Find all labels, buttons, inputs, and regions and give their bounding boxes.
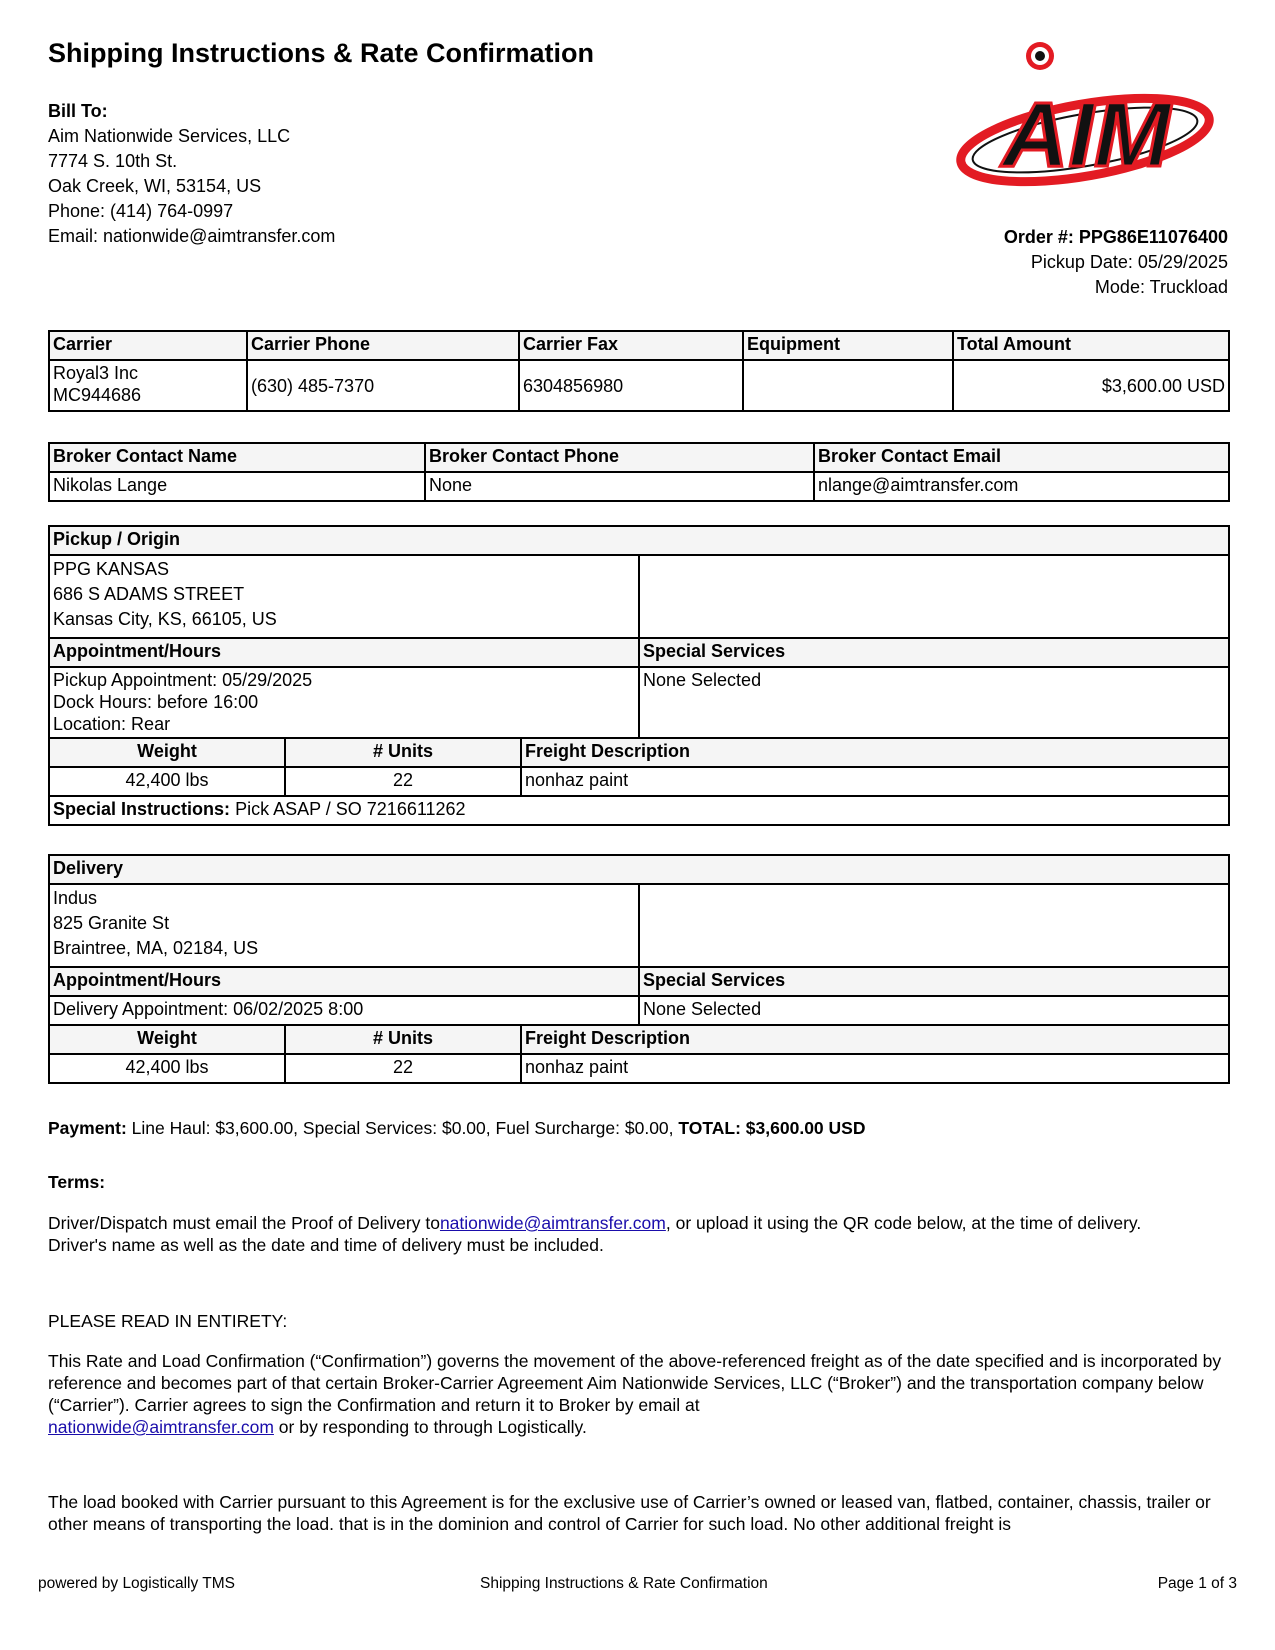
pickup-address-blank bbox=[639, 555, 1229, 638]
pickup-dock-hours: Dock Hours: before 16:00 bbox=[53, 692, 259, 712]
footer-page-number: Page 1 of 3 bbox=[1157, 1575, 1237, 1592]
bill-to-company: Aim Nationwide Services, LLC bbox=[48, 126, 291, 146]
delivery-appointment: Delivery Appointment: 06/02/2025 8:00 bbox=[49, 996, 639, 1025]
carrier-table bbox=[48, 330, 1230, 412]
carrier-fax-header: Carrier Fax bbox=[519, 331, 743, 360]
special-instructions-text: Pick ASAP / SO 7216611262 bbox=[235, 799, 466, 819]
delivery-header: Delivery bbox=[49, 855, 1229, 884]
carrier-name: Royal3 Inc bbox=[53, 363, 139, 383]
pickup-desc: nonhaz paint bbox=[521, 767, 1229, 796]
terms-paragraph-exclusive-use: The load booked with Carrier pursuant to this Agreement is for the exclusive use of Carrier’s owned or leased van, flatbed, container, chassis, trailer or other means of transporting the load. that is in the dominion and control of Carrier for such load. No other additional freight is bbox=[48, 1492, 1211, 1534]
delivery-desc: nonhaz paint bbox=[521, 1054, 1229, 1083]
special-instructions-label: Special Instructions: bbox=[53, 799, 231, 819]
order-info bbox=[1004, 225, 1228, 300]
pickup-location: Location: Rear bbox=[53, 714, 171, 734]
payment-line bbox=[48, 1117, 1228, 1139]
pickup-services: None Selected bbox=[639, 667, 1229, 738]
pickup-special-instructions bbox=[49, 796, 1229, 825]
carrier-fax: 6304856980 bbox=[519, 360, 743, 411]
delivery-street: 825 Granite St bbox=[53, 913, 170, 933]
read-entirety-heading: PLEASE READ IN ENTIRETY: bbox=[48, 1311, 288, 1331]
payment-total: TOTAL: $3,600.00 USD bbox=[678, 1118, 866, 1138]
equipment bbox=[743, 360, 953, 411]
order-number: PPG86E11076400 bbox=[1078, 227, 1228, 247]
pickup-services-header: Special Services bbox=[639, 638, 1229, 667]
pickup-table bbox=[48, 525, 1230, 826]
carrier-cell bbox=[49, 360, 247, 411]
delivery-desc-header: Freight Description bbox=[521, 1025, 1229, 1054]
delivery-appt-header: Appointment/Hours bbox=[49, 967, 639, 996]
bill-to-block bbox=[48, 99, 335, 249]
footer-left: powered by Logistically TMS bbox=[38, 1575, 235, 1592]
delivery-weight: 42,400 lbs bbox=[49, 1054, 285, 1083]
total-amount-header: Total Amount bbox=[953, 331, 1229, 360]
pickup-date: Pickup Date: 05/29/2025 bbox=[1030, 252, 1228, 272]
pickup-units-header: # Units bbox=[285, 738, 521, 767]
pickup-appt-header: Appointment/Hours bbox=[49, 638, 639, 667]
carrier-phone-header: Carrier Phone bbox=[247, 331, 519, 360]
delivery-services: None Selected bbox=[639, 996, 1229, 1025]
broker-table bbox=[48, 442, 1230, 502]
pickup-address bbox=[49, 555, 639, 638]
payment-label: Payment: bbox=[48, 1118, 127, 1138]
pickup-street: 686 S ADAMS STREET bbox=[53, 584, 245, 604]
carrier-mc: MC944686 bbox=[53, 385, 142, 405]
broker-phone-header: Broker Contact Phone bbox=[425, 443, 814, 472]
pickup-name: PPG KANSAS bbox=[53, 559, 170, 579]
terms-confirmation-text: This Rate and Load Confirmation (“Confirmation”) governs the movement of the above-referenced freight as of the date specified and is incorporated by reference and becomes part of that certain Broker-Carrier Agreement Aim Nationwide Services, LLC (“Broker”) and the transportation company below (“Carrier”). Carrier agrees to sign the Confirmation and return it to Broker by email at bbox=[48, 1351, 1222, 1415]
pickup-desc-header: Freight Description bbox=[521, 738, 1229, 767]
pickup-weight: 42,400 lbs bbox=[49, 767, 285, 796]
delivery-weight-header: Weight bbox=[49, 1025, 285, 1054]
bill-to-street: 7774 S. 10th St. bbox=[48, 151, 178, 171]
terms-label: Terms: bbox=[48, 1172, 106, 1192]
terms-confirmation-email-link[interactable]: nationwide@aimtransfer.com bbox=[48, 1417, 274, 1437]
carrier-phone: (630) 485-7370 bbox=[247, 360, 519, 411]
bill-to-label: Bill To: bbox=[48, 101, 108, 121]
payment-text: Line Haul: $3,600.00, Special Services: $0.00, Fuel Surcharge: $0.00, bbox=[131, 1118, 674, 1138]
terms-pod-text-after: , or upload it using the QR code below, at the time of delivery. bbox=[665, 1213, 1142, 1233]
total-amount: $3,600.00 USD bbox=[953, 360, 1229, 411]
delivery-city: Braintree, MA, 02184, US bbox=[53, 938, 259, 958]
broker-name-header: Broker Contact Name bbox=[49, 443, 425, 472]
pickup-header: Pickup / Origin bbox=[49, 526, 1229, 555]
bill-to-phone: Phone: (414) 764-0997 bbox=[48, 201, 234, 221]
broker-name: Nikolas Lange bbox=[49, 472, 425, 501]
bill-to-email: Email: nationwide@aimtransfer.com bbox=[48, 226, 336, 246]
pickup-city: Kansas City, KS, 66105, US bbox=[53, 609, 277, 629]
pickup-units: 22 bbox=[285, 767, 521, 796]
terms-pod-email-link[interactable]: nationwide@aimtransfer.com bbox=[439, 1213, 666, 1233]
page-title: Shipping Instructions & Rate Confirmation bbox=[48, 38, 594, 68]
delivery-address-blank bbox=[639, 884, 1229, 967]
delivery-name: Indus bbox=[53, 888, 98, 908]
terms-pod-line2: Driver's name as well as the date and time of delivery must be included. bbox=[48, 1235, 604, 1255]
carrier-header: Carrier bbox=[49, 331, 247, 360]
pickup-appt-cell bbox=[49, 667, 639, 738]
terms-paragraph-confirmation bbox=[48, 1350, 1228, 1438]
order-number-label: Order #: bbox=[1003, 227, 1074, 247]
aim-logo-text: AIM bbox=[1002, 84, 1171, 186]
footer-center: Shipping Instructions & Rate Confirmation bbox=[480, 1575, 768, 1592]
terms-confirmation-text-after: or by responding to through Logistically. bbox=[273, 1417, 587, 1437]
mode: Mode: Truckload bbox=[1094, 277, 1228, 297]
broker-email-header: Broker Contact Email bbox=[814, 443, 1229, 472]
delivery-units-header: # Units bbox=[285, 1025, 521, 1054]
terms-pod-text: Driver/Dispatch must email the Proof of Delivery to bbox=[48, 1213, 440, 1233]
delivery-services-header: Special Services bbox=[639, 967, 1229, 996]
aim-logo-icon bbox=[950, 38, 1225, 188]
pickup-appointment: Pickup Appointment: 05/29/2025 bbox=[53, 670, 313, 690]
broker-email: nlange@aimtransfer.com bbox=[814, 472, 1229, 501]
delivery-table bbox=[48, 854, 1230, 1084]
broker-phone: None bbox=[425, 472, 814, 501]
pickup-weight-header: Weight bbox=[49, 738, 285, 767]
equipment-header: Equipment bbox=[743, 331, 953, 360]
terms-paragraph-pod bbox=[48, 1212, 1228, 1256]
bill-to-city: Oak Creek, WI, 53154, US bbox=[48, 176, 262, 196]
delivery-units: 22 bbox=[285, 1054, 521, 1083]
delivery-address bbox=[49, 884, 639, 967]
